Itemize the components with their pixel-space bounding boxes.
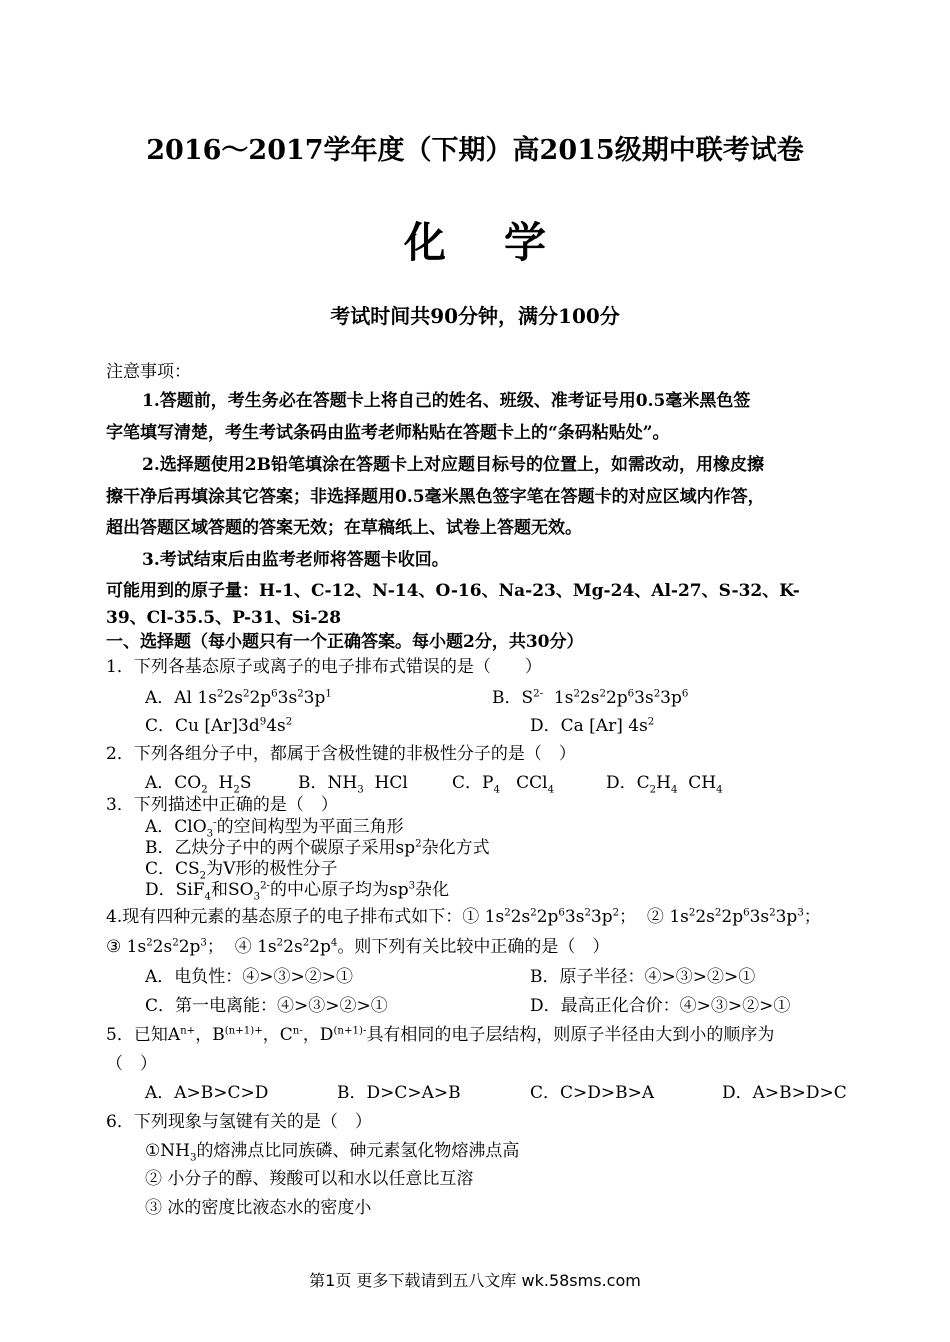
q6-stem: 6．下列现象与氢键有关的是（ ） <box>106 1112 372 1132</box>
subject-title: 化学 <box>403 218 604 267</box>
page-footer: 第1页 更多下载请到五八文库 wk.58sms.com <box>309 1271 641 1290</box>
q4-stem-line1: 4.现有四种元素的基态原子的电子排布式如下：① $1s^22s^22p^63s^23p^2$； ② $1s^22s^22p^63s^23p^3$； <box>106 907 821 927</box>
q2-option-a: A．$CO_2$ $H_2S$ <box>145 773 252 796</box>
q5-option-a: A．A>B>C>D <box>145 1083 269 1103</box>
q3-option-b: B．乙炔分子中的两个碳原子采用$sp^2$杂化方式 <box>145 838 490 858</box>
atomic-masses-line2: 39、Cl-35.5、P-31、Si-28 <box>106 608 342 628</box>
q4-option-c: C．第一电离能：④>③>②>① <box>145 996 388 1016</box>
notice-item1-line2: 字笔填写清楚，考生考试条码由监考老师粘贴在答题卡上的“条码粘贴处”。 <box>106 423 670 443</box>
q2-option-c: C．$P_4$ CCl$_4$ <box>452 773 555 796</box>
q4-option-b: B．原子半径：④>③>②>① <box>530 967 756 987</box>
q2-option-d: D．$C_2H_4$ $CH_4$ <box>606 773 723 796</box>
q2-stem: 2．下列各组分子中，都属于含极性键的非极性分子的是（ ） <box>106 744 576 764</box>
q4-stem-line2: ③ $1s^22s^22p^3$； ④ $1s^22s^22p^4$。则下列有关比较中正确的是（ ） <box>106 937 610 957</box>
q1-option-b: B．$S^{2-}$ $1s^22s^22p^63s^23p^6$ <box>492 688 689 708</box>
q6-item1: $①NH_3$的熔沸点比同族磷、砷元素氢化物熔沸点高 <box>145 1141 520 1164</box>
q2-option-b: B．$NH_3$ HCl <box>298 773 408 796</box>
q3-option-a: A．ClO$_3$-的空间构型为平面三角形 <box>145 817 404 840</box>
notice-item1-line1: 1.答题前，考生务必在答题卡上将自己的姓名、班级、准考证号用0.5毫米黑色签 <box>142 391 751 411</box>
q1-option-c: C．Cu $[Ar]3d^94s^2$ <box>145 716 293 736</box>
notice-item2-line2: 擦干净后再填涂其它答案；非选择题用0.5毫米黑色签字笔在答题卡的对应区域内作答， <box>106 487 765 507</box>
q5-option-b: B．D>C>A>B <box>337 1083 461 1103</box>
q1-option-d: D．Ca [Ar] $4s^2$ <box>530 716 655 736</box>
exam-time: 考试时间共90分钟，满分100分 <box>330 304 620 328</box>
q4-option-d: D．最高正化合价：④>③>②>① <box>530 996 791 1016</box>
notice-item2-line3: 超出答题区域答题的答案无效；在草稿纸上、试卷上答题无效。 <box>106 518 582 538</box>
q3-option-c: C．$CS_2$为V形的极性分子 <box>145 859 338 882</box>
notice-heading: 注意事项： <box>106 362 191 382</box>
atomic-masses-line1: 可能用到的原子量：H-1、C-12、N-14、O-16、Na-23、Mg-24、Al-27、S-32、K- <box>106 581 800 601</box>
q5-option-d: D．A>B>D>C <box>722 1083 847 1103</box>
notice-item3: 3.考试结束后由监考老师将答题卡收回。 <box>142 550 449 570</box>
q6-item3: ③ 冰的密度比液态水的密度小 <box>145 1198 372 1218</box>
q1-stem: 1．下列各基态原子或离子的电子排布式错误的是（ ） <box>106 657 542 677</box>
q1-option-a: A．Al $1s^22s^22p^63s^23p^1$ <box>145 688 332 708</box>
q3-option-d: D．SiF$_4$和$SO_3^{2-}$的中心原子均为$sp^3$杂化 <box>145 880 450 903</box>
q3-stem: 3．下列描述中正确的是（ ） <box>106 795 338 815</box>
q5-option-c: C．C>D>B>A <box>530 1083 655 1103</box>
q5-paren: （ ） <box>106 1054 157 1074</box>
section1-heading: 一、选择题（每小题只有一个正确答案。每小题2分，共30分） <box>106 632 584 652</box>
q4-option-a: A．电负性：④>③>②>① <box>145 967 354 987</box>
notice-item2-line1: 2.选择题使用2B铅笔填涂在答题卡上对应题目标号的位置上，如需改动，用橡皮擦 <box>142 455 764 475</box>
q6-item2: ② 小分子的醇、羧酸可以和水以任意比互溶 <box>145 1169 474 1189</box>
q5-stem: 5．已知$A^{n+}$，$B^{(n+1)+}$，$C^{n-}$，$D^{(n+1)-}$具有相同的电子层结构，则原子半径由大到小的顺序为 <box>106 1025 775 1045</box>
exam-title: 2016～2017学年度（下期）高2015级期中联考试卷 <box>146 135 804 166</box>
